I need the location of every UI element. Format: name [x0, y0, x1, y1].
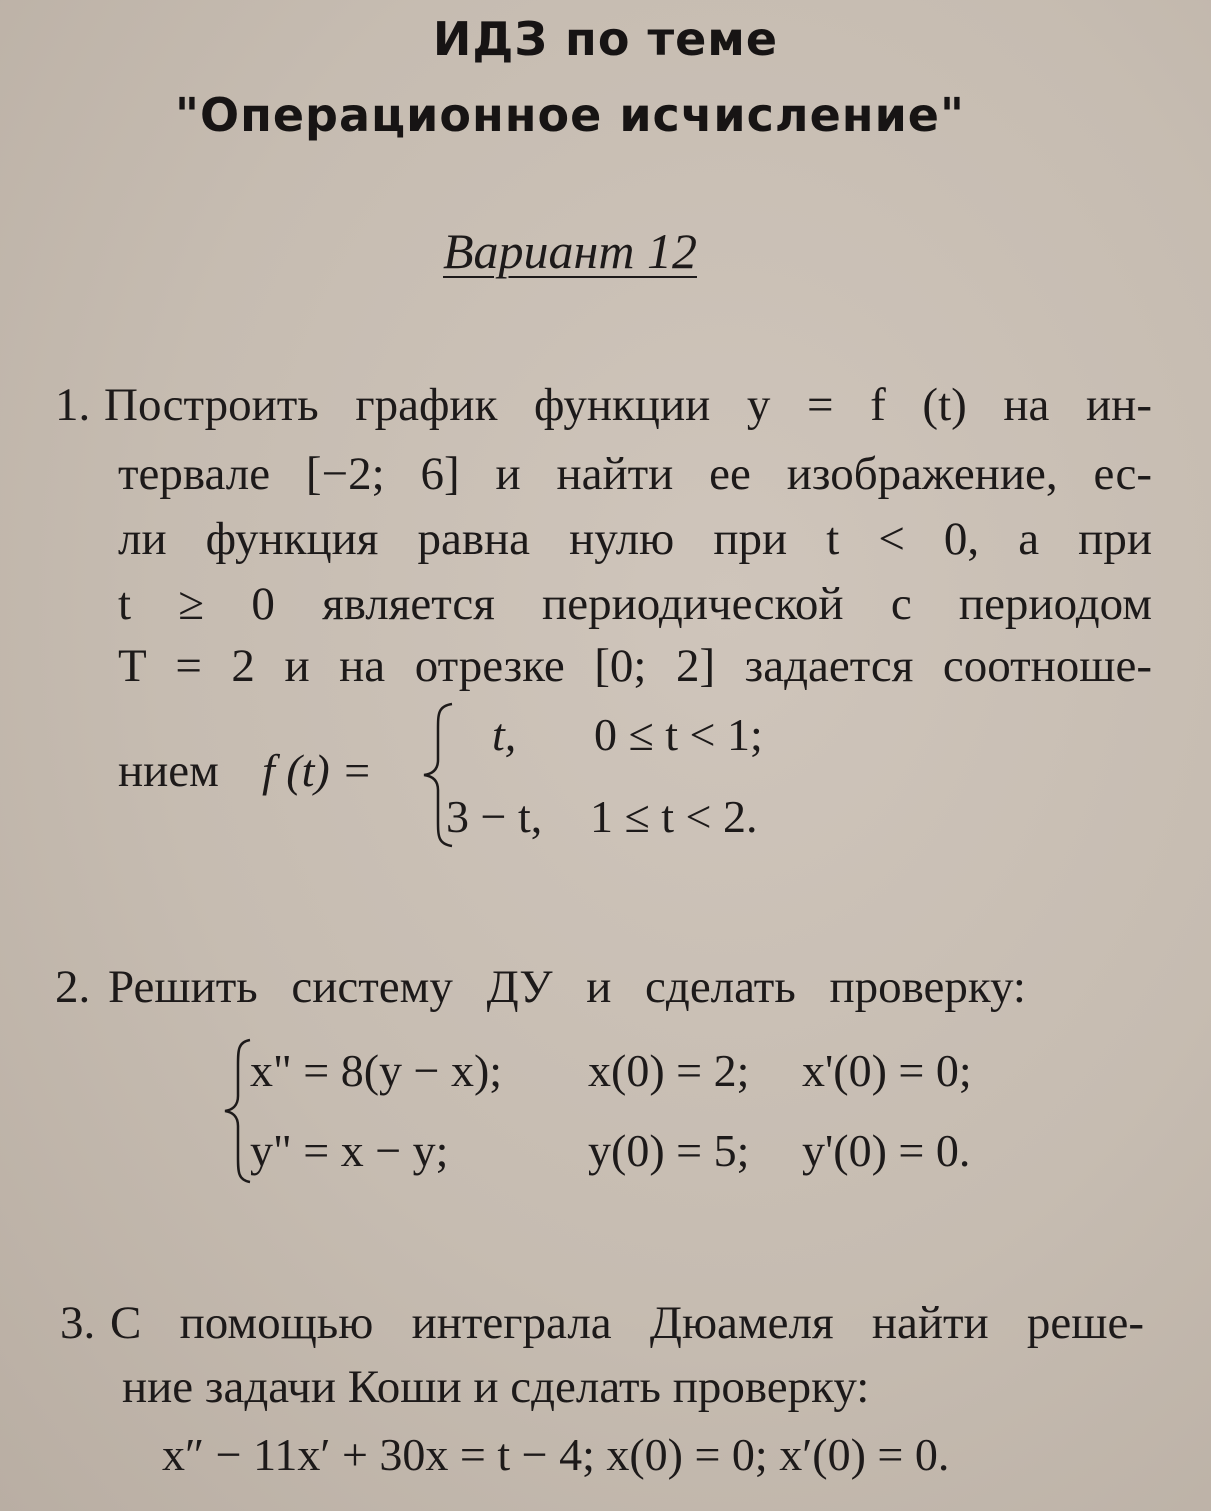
task1-line-2: тервале [−2; 6] и найти ее изображение, ес-: [118, 448, 1152, 500]
title-line-1: ИДЗ по теме: [432, 12, 779, 66]
system-equation-1-ic-dx: x'(0) = 0;: [802, 1045, 972, 1096]
task1-line-5: T = 2 и на отрезке [0; 2] задается соотноше-: [118, 640, 1152, 692]
task1-number: 1.: [55, 379, 91, 431]
task3-line-1: С помощью интеграла Дюамеля найти реше-: [110, 1297, 1144, 1349]
task1-line-1: Построить график функции y = f (t) на ин-: [104, 379, 1152, 431]
task1-line-4: t ≥ 0 является периодической с периодом: [118, 578, 1152, 630]
task3-line-2: ние задачи Коши и сделать проверку:: [122, 1361, 870, 1413]
system-equation-1: x" = 8(y − x);: [250, 1045, 503, 1096]
task1-line-6-prefix: нием: [118, 745, 219, 797]
case-1-expression: t,: [492, 709, 517, 760]
task2-text: Решить систему ДУ и сделать проверку:: [108, 961, 1026, 1013]
cauchy-problem-equation: x″ − 11x′ + 30x = t − 4; x(0) = 0; x′(0) = 0.: [162, 1429, 950, 1480]
task1-line-3: ли функция равна нулю при t < 0, а при: [118, 513, 1152, 565]
variant-heading: Вариант 12: [443, 223, 697, 279]
system-equation-1-ic-x: x(0) = 2;: [588, 1045, 750, 1096]
task2-number: 2.: [55, 961, 91, 1013]
title-line-2: "Операционное исчисление": [175, 88, 965, 142]
case-2-condition: 1 ≤ t < 2.: [590, 791, 758, 842]
system-equation-2: y" = x − y;: [250, 1125, 449, 1176]
function-definition-lhs: f (t) =: [262, 745, 373, 796]
case-1-condition: 0 ≤ t < 1;: [594, 709, 763, 760]
case-2-expression: 3 − t,: [446, 791, 543, 842]
task3-number: 3.: [60, 1297, 96, 1349]
system-equation-2-ic-dy: y'(0) = 0.: [802, 1125, 971, 1176]
system-equation-2-ic-y: y(0) = 5;: [588, 1125, 750, 1176]
